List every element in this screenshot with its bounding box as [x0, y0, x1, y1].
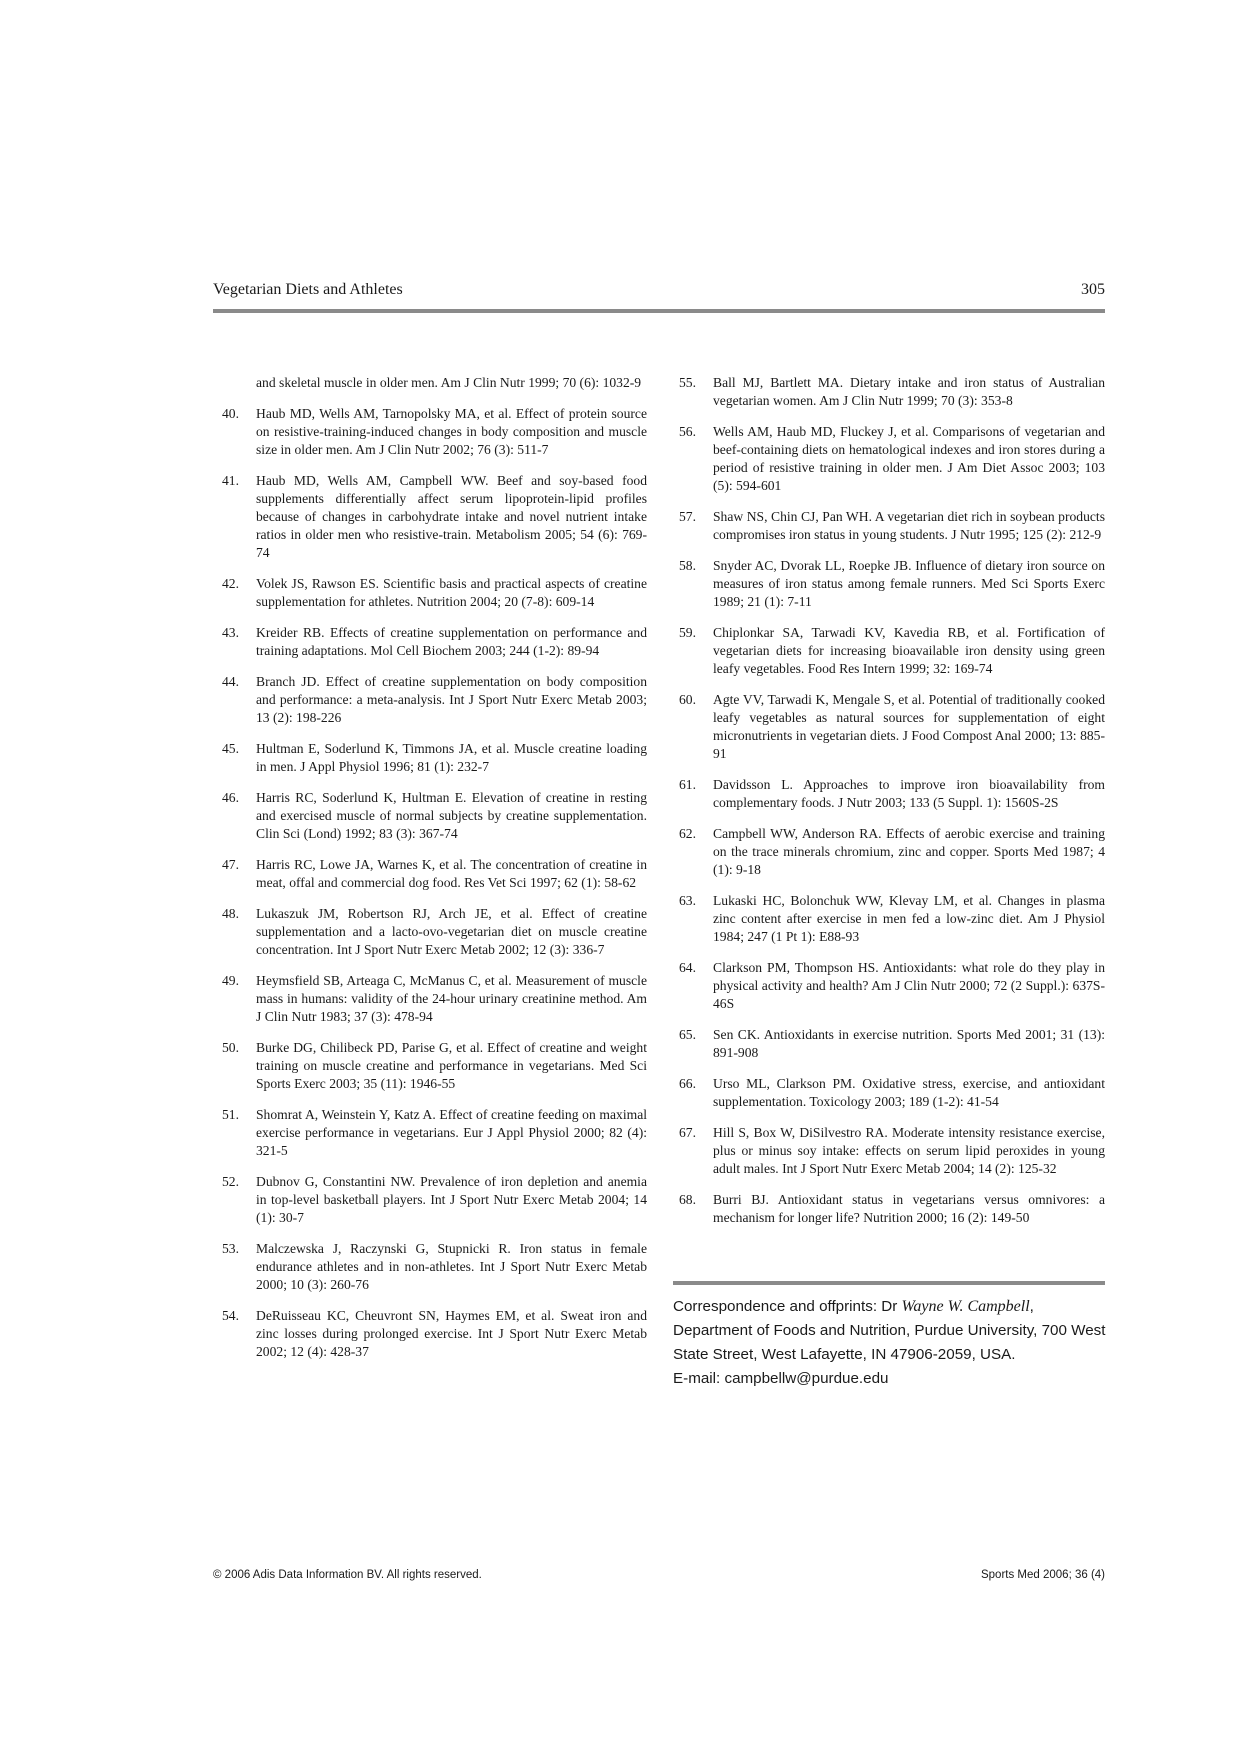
reference-number: 63.	[679, 893, 696, 908]
reference-item	[679, 1191, 1105, 1227]
reference-text: Shaw NS, Chin CJ, Pan WH. A vegetarian diet rich in soybean products compromises iron status in young students. J Nutr 1995; 125 (2): 212-9	[713, 509, 1105, 542]
reference-number: 59.	[679, 625, 696, 640]
reference-number: 46.	[222, 790, 239, 805]
reference-number: 55.	[679, 375, 696, 390]
correspondence-lead: Correspondence and offprints: Dr	[673, 1298, 902, 1315]
correspondence-author: Wayne W. Campbell	[901, 1298, 1030, 1315]
reference-item	[679, 508, 1105, 544]
reference-text: Shomrat A, Weinstein Y, Katz A. Effect of creatine feeding on maximal exercise performance in vegetarians. Eur J Appl Physiol 2000; 82 (4): 321-5	[256, 1107, 647, 1158]
reference-item	[222, 1039, 647, 1093]
reference-item	[222, 405, 647, 459]
reference-text: Haub MD, Wells AM, Tarnopolsky MA, et al. Effect of protein source on resistive-training-induced changes in body composition and muscle size in older men. Am J Clin Nutr 2002; 76 (3): 511-7	[256, 406, 647, 457]
reference-number: 41.	[222, 473, 239, 488]
reference-item	[222, 575, 647, 611]
reference-item	[679, 892, 1105, 946]
correspondence-rule	[673, 1281, 1105, 1285]
reference-item	[222, 1240, 647, 1294]
reference-number: 43.	[222, 625, 239, 640]
reference-item	[679, 959, 1105, 1013]
reference-item	[679, 776, 1105, 812]
correspondence-block	[673, 1295, 1107, 1391]
reference-list-left	[222, 405, 647, 1361]
reference-text: Campbell WW, Anderson RA. Effects of aerobic exercise and training on the trace minerals chromium, zinc and copper. Sports Med 1987; 4 (1): 9-18	[713, 826, 1105, 877]
reference-number: 58.	[679, 558, 696, 573]
reference-item	[222, 972, 647, 1026]
reference-text: Kreider RB. Effects of creatine supplementation on performance and training adaptations. Mol Cell Biochem 2003; 244 (1-2): 89-94	[256, 625, 647, 658]
reference-number: 51.	[222, 1107, 239, 1122]
reference-number: 65.	[679, 1027, 696, 1042]
reference-number: 50.	[222, 1040, 239, 1055]
reference-text: Agte VV, Tarwadi K, Mengale S, et al. Potential of traditionally cooked leafy vegetables as natural sources for supplementation of eight micronutrients in vegetarian diets. J Food Compost Anal 2000; 13: 885-91	[713, 692, 1105, 761]
reference-number: 66.	[679, 1076, 696, 1091]
reference-item	[222, 856, 647, 892]
page-number: 305	[1081, 281, 1105, 298]
reference-number: 57.	[679, 509, 696, 524]
reference-item	[222, 789, 647, 843]
reference-number: 52.	[222, 1174, 239, 1189]
reference-item	[222, 905, 647, 959]
running-title: Vegetarian Diets and Athletes	[213, 281, 403, 298]
reference-column-right	[679, 374, 1105, 1240]
reference-number: 48.	[222, 906, 239, 921]
reference-text: Harris RC, Lowe JA, Warnes K, et al. The concentration of creatine in meat, offal and commercial dog food. Res Vet Sci 1997; 62 (1): 58-62	[256, 857, 647, 890]
reference-text: Sen CK. Antioxidants in exercise nutrition. Sports Med 2001; 31 (13): 891-908	[713, 1027, 1105, 1060]
reference-text: Dubnov G, Constantini NW. Prevalence of iron depletion and anemia in top-level basketball players. Int J Sport Nutr Exerc Metab 2004; 14 (1): 30-7	[256, 1174, 647, 1225]
reference-text: Lukaski HC, Bolonchuk WW, Klevay LM, et al. Changes in plasma zinc content after exercise in men fed a low-zinc diet. Am J Physiol 1984; 247 (1 Pt 1): E88-93	[713, 893, 1105, 944]
reference-text: Volek JS, Rawson ES. Scientific basis and practical aspects of creatine supplementation for athletes. Nutrition 2004; 20 (7-8): 609-14	[256, 576, 647, 609]
correspondence-email: E-mail: campbellw@purdue.edu	[673, 1370, 889, 1387]
reference-number: 42.	[222, 576, 239, 591]
reference-number: 68.	[679, 1192, 696, 1207]
reference-number: 40.	[222, 406, 239, 421]
reference-item	[679, 1026, 1105, 1062]
reference-item	[679, 624, 1105, 678]
reference-text: Ball MJ, Bartlett MA. Dietary intake and iron status of Australian vegetarian women. Am J Clin Nutr 1999; 70 (3): 353-8	[713, 375, 1105, 408]
reference-text: Burke DG, Chilibeck PD, Parise G, et al. Effect of creatine and weight training on muscle creatine and performance in vegetarians. Med Sci Sports Exerc 2003; 35 (11): 1946-55	[256, 1040, 647, 1091]
reference-item	[222, 740, 647, 776]
reference-text: Wells AM, Haub MD, Fluckey J, et al. Comparisons of vegetarian and beef-containing diets on hematological indexes and iron stores during a period of resistive training in older men. J Am Diet Assoc 2003; 103 (5): 594-601	[713, 424, 1105, 493]
reference-item	[679, 374, 1105, 410]
correspondence-address: , Department of Foods and Nutrition, Purdue University, 700 West State Street, West Lafayette, IN 47906-2059, USA.	[673, 1298, 1106, 1363]
reference-number: 45.	[222, 741, 239, 756]
reference-item	[222, 1106, 647, 1160]
reference-text: Heymsfield SB, Arteaga C, McManus C, et al. Measurement of muscle mass in humans: validity of the 24-hour urinary creatinine method. Am J Clin Nutr 1983; 37 (3): 478-94	[256, 973, 647, 1024]
reference-text: Snyder AC, Dvorak LL, Roepke JB. Influence of dietary iron source on measures of iron status among female runners. Med Sci Sports Exerc 1989; 21 (1): 7-11	[713, 558, 1105, 609]
reference-list-right	[679, 374, 1105, 1227]
reference-text: Clarkson PM, Thompson HS. Antioxidants: what role do they play in physical activity and health? Am J Clin Nutr 2000; 72 (2 Suppl.): 637S-46S	[713, 960, 1105, 1011]
reference-number: 54.	[222, 1308, 239, 1323]
reference-text: Burri BJ. Antioxidant status in vegetarians versus omnivores: a mechanism for longer life? Nutrition 2000; 16 (2): 149-50	[713, 1192, 1105, 1225]
reference-item	[679, 691, 1105, 763]
reference-number: 56.	[679, 424, 696, 439]
reference-text: DeRuisseau KC, Cheuvront SN, Haymes EM, et al. Sweat iron and zinc losses during prolonged exercise. Int J Sport Nutr Exerc Metab 2002; 12 (4): 428-37	[256, 1308, 647, 1359]
footer-copyright: © 2006 Adis Data Information BV. All rights reserved.	[213, 1569, 482, 1581]
reference-item	[679, 825, 1105, 879]
reference-text: Lukaszuk JM, Robertson RJ, Arch JE, et al. Effect of creatine supplementation and a lacto-ovo-vegetarian diet on muscle creatine concentration. Int J Sport Nutr Exerc Metab 2002; 12 (3): 336-7	[256, 906, 647, 957]
reference-column-left	[222, 374, 647, 1374]
reference-text: Malczewska J, Raczynski G, Stupnicki R. Iron status in female endurance athletes and in non-athletes. Int J Sport Nutr Exerc Metab 2000; 10 (3): 260-76	[256, 1241, 647, 1292]
reference-text: Hultman E, Soderlund K, Timmons JA, et al. Muscle creatine loading in men. J Appl Physiol 1996; 81 (1): 232-7	[256, 741, 647, 774]
reference-number: 53.	[222, 1241, 239, 1256]
reference-item	[679, 557, 1105, 611]
reference-number: 62.	[679, 826, 696, 841]
reference-number: 64.	[679, 960, 696, 975]
reference-item	[222, 673, 647, 727]
reference-number: 44.	[222, 674, 239, 689]
reference-number: 61.	[679, 777, 696, 792]
reference-text: Davidsson L. Approaches to improve iron bioavailability from complementary foods. J Nutr 2003; 133 (5 Suppl. 1): 1560S-2S	[713, 777, 1105, 810]
reference-text: Hill S, Box W, DiSilvestro RA. Moderate intensity resistance exercise, plus or minus soy intake: effects on serum lipid peroxides in young adult males. Int J Sport Nutr Exerc Metab 2004; 14 (2): 125-32	[713, 1125, 1105, 1176]
reference-text: Harris RC, Soderlund K, Hultman E. Elevation of creatine in resting and exercised muscle of normal subjects by creatine supplementation. Clin Sci (Lond) 1992; 83 (3): 367-74	[256, 790, 647, 841]
footer-citation: Sports Med 2006; 36 (4)	[980, 1569, 1105, 1581]
reference-text: Haub MD, Wells AM, Campbell WW. Beef and soy-based food supplements differentially affect serum lipoprotein-lipid profiles because of changes in carbohydrate intake and novel nutrient intake ratios in older men who resistive-train. Metabolism 2005; 54 (6): 769-74	[256, 473, 647, 560]
reference-continuation: and skeletal muscle in older men. Am J Clin Nutr 1999; 70 (6): 1032-9	[256, 375, 642, 390]
reference-item	[679, 423, 1105, 495]
reference-item	[222, 1173, 647, 1227]
reference-number: 49.	[222, 973, 239, 988]
reference-number: 60.	[679, 692, 696, 707]
reference-number: 47.	[222, 857, 239, 872]
reference-item	[222, 624, 647, 660]
reference-text: Branch JD. Effect of creatine supplementation on body composition and performance: a meta-analysis. Int J Sport Nutr Exerc Metab 2003; 13 (2): 198-226	[256, 674, 647, 725]
reference-item	[679, 1075, 1105, 1111]
reference-text: Urso ML, Clarkson PM. Oxidative stress, exercise, and antioxidant supplementation. Toxicology 2003; 189 (1-2): 41-54	[713, 1076, 1105, 1109]
reference-item	[222, 1307, 647, 1361]
reference-item	[222, 472, 647, 562]
reference-item	[679, 1124, 1105, 1178]
header-rule	[213, 309, 1105, 313]
reference-text: Chiplonkar SA, Tarwadi KV, Kavedia RB, et al. Fortification of vegetarian diets for increasing bioavailable iron density using green leafy vegetables. Food Res Intern 1999; 32: 169-74	[713, 625, 1105, 676]
reference-number: 67.	[679, 1125, 696, 1140]
